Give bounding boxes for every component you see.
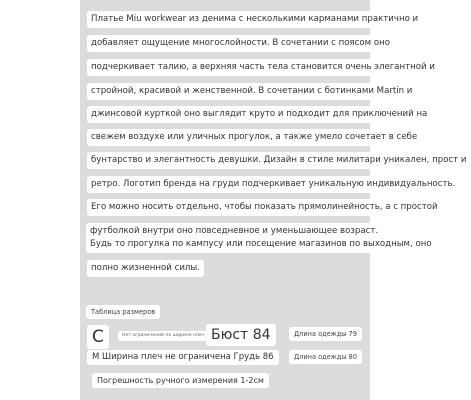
description-line: ретро. Логотип бренда на груди подчеркивает уникальную индивидуальность. [87, 176, 459, 193]
description-line: Будь то прогулка по кампусу или посещение магазинов по выходным, оно [86, 236, 436, 253]
measurement-tolerance: Погрешность ручного измерения 1-2см [92, 373, 269, 388]
length-80-label: Длина одежды 80 [289, 350, 362, 364]
description-line: свежем воздухе или уличных прогулок, а также умело сочетает в себе [87, 129, 421, 146]
size-table-title: Таблица размеров [86, 305, 160, 319]
description-line: футболкой внутри оно повседневное и уменьшающее возраст. [86, 223, 382, 240]
description-line: джинсовой курткой оно выглядит круто и подходит для приключений на [87, 106, 431, 123]
description-line: стройной, красивой и женственной. В сочетании с ботинками Martin и [87, 83, 416, 100]
description-line: Его можно носить отдельно, чтобы показать прямолинейность, а с простой [87, 199, 442, 216]
bust-84-label: Бюст 84 [206, 324, 276, 346]
description-line: добавляет ощущение многослойности. В сочетании с поясом оно [87, 35, 394, 52]
size-m-row: М Ширина плеч не ограничена Грудь 86 [87, 350, 279, 365]
description-line: Платье Miu workwear из денима с несколькими карманами практично и [87, 11, 422, 28]
size-c-label: C [87, 325, 109, 349]
description-line: полно жизненной силы. [87, 260, 204, 277]
shoulder-note: Нет ограничений по ширине плеч [118, 331, 208, 341]
description-line: подчеркивает талию, а верхняя часть тела становится очень элегантной и [87, 59, 439, 76]
description-line: бунтарство и элегантность девушки. Дизайн в стиле милитари уникален, прост и [87, 152, 471, 169]
length-79-label: Длина одежды 79 [289, 327, 362, 341]
